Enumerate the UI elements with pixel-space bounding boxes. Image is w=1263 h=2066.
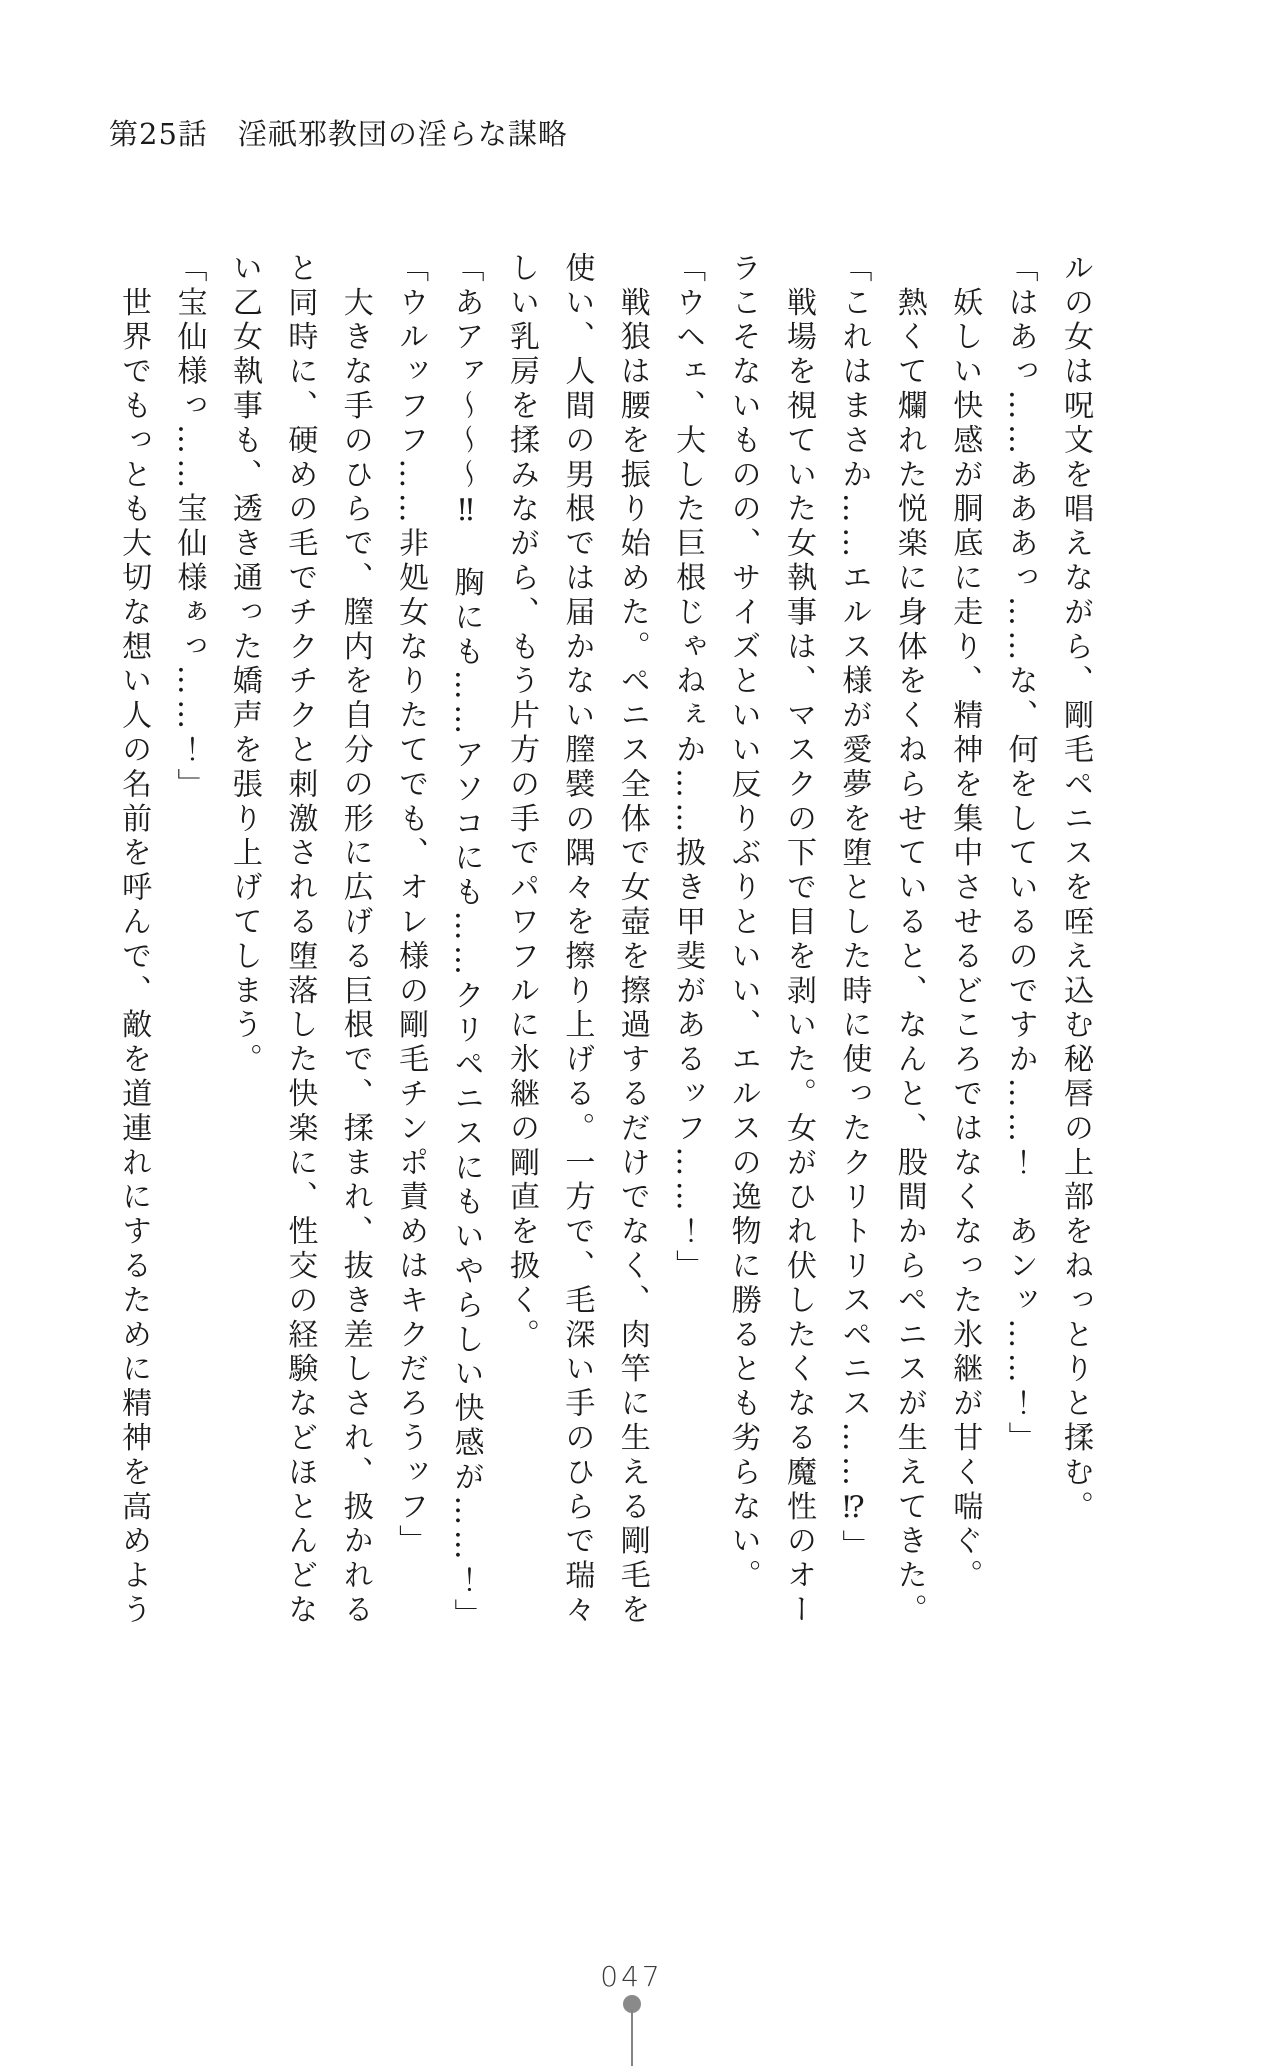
body-text-column: 熱くて爛れた悦楽に身体をくねらせていると、なんと、股間からペニスが生えてきた。 xyxy=(891,252,927,1628)
body-text-column: 大きな手のひらで、膣内を自分の形に広げる巨根で、揉まれ、抜き差しされ、扱かれる xyxy=(337,252,373,1628)
body-text-block xyxy=(106,252,1103,1637)
chapter-title: 第25話 淫祇邪教団の淫らな謀略 xyxy=(109,117,568,151)
body-text-column: 戦狼は腰を振り始めた。ペニス全体で女壺を擦過するだけでなく、肉竿に生える剛毛を xyxy=(614,252,650,1628)
body-text-column: ルの女は呪文を唱えながら、剛毛ペニスを咥え込む秘唇の上部をねっとりと揉む。 xyxy=(1058,252,1093,1525)
page-marker-icon xyxy=(622,1995,642,2066)
body-text-column: 「宝仙様っ……宝仙様ぁっ……！」 xyxy=(171,252,207,803)
body-text-column: 「これはまさか……エルス様が愛夢を堕とした時に使ったクリトリスペニス……⁉」 xyxy=(836,252,872,1565)
body-text-column: 世界でもっとも大切な想い人の名前を呼んで、敵を道連れにするために精神を高めよう xyxy=(116,252,152,1628)
body-text-column: い乙女執事も、透き通った嬌声を張り上げてしまう。 xyxy=(226,252,262,1078)
marker-line-icon xyxy=(631,2009,633,2066)
body-text-column: 「ウルッフフ……非処女なりたてでも、オレ様の剛毛チンポ責めはキクだろうッフ」 xyxy=(393,252,429,1560)
body-text-column: と同時に、硬めの毛でチクチクと刺激される堕落した快楽に、性交の経験などほとんどな xyxy=(282,252,318,1628)
body-text-column: 「はあっ……あああっ……な、何をしているのですか……！ あンッ……！」 xyxy=(1002,252,1038,1456)
body-text-column: 「あアァ〜〜〜‼ 胸にも……アソコにも……クリペニスにもいやらしい快感が……！」 xyxy=(448,252,484,1633)
body-text-column: 戦場を視ていた女執事は、マスクの下で目を剥いた。女がひれ伏したくなる魔性のオー xyxy=(780,252,816,1628)
body-text-column: 「ウヘェ、大した巨根じゃねぇか……扱き甲斐があるッフ……！」 xyxy=(670,252,706,1284)
body-text-column: しい乳房を揉みながら、もう片方の手でパワフルに氷継の剛直を扱く。 xyxy=(503,252,539,1353)
body-text-column: ラこそないものの、サイズといい反りぶりといい、エルスの逸物に勝るとも劣らない。 xyxy=(725,252,761,1594)
body-text-column: 妖しい快感が胴底に走り、精神を集中させるどころではなくなった氷継が甘く喘ぐ。 xyxy=(947,252,983,1594)
body-text-column: 使い、人間の男根では届かない膣襞の隅々を擦り上げる。一方で、毛深い手のひらで瑞々 xyxy=(559,252,595,1628)
page-number: 047 xyxy=(600,1960,663,1993)
